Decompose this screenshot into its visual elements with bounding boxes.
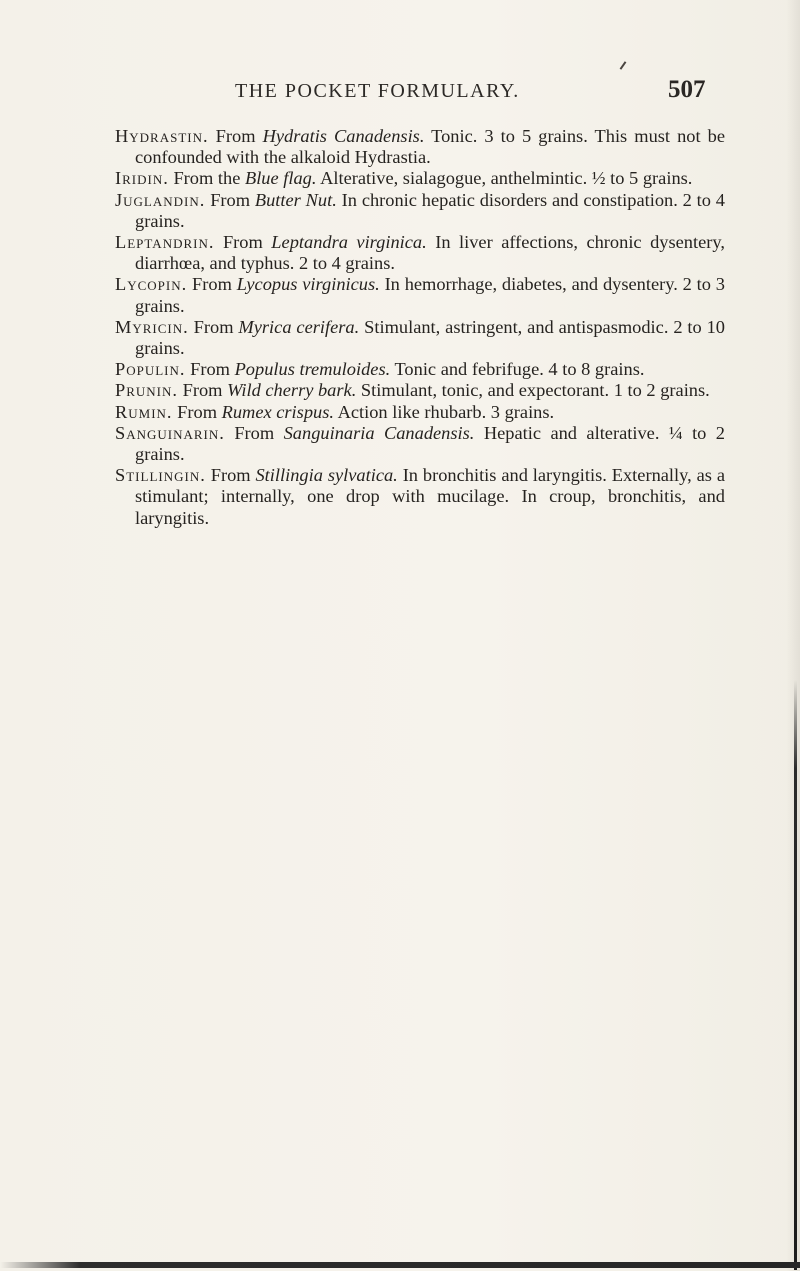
entry-leptandrin [115,232,725,274]
entry-name: Sanguinarin. [115,422,225,443]
entry-source: Sanguinaria Canadensis. [283,422,475,443]
entry-name: Leptandrin. [115,232,215,253]
page-number: 507 [668,76,706,103]
entry-from: From [182,380,223,401]
entry-source: Stillingia sylvatica. [255,465,398,486]
entry-populin [115,359,725,380]
entry-from: From [193,316,234,337]
entry-text: Action like rhubarb. 3 grains. [337,401,555,422]
running-head: THE POCKET FORMULARY. [235,80,520,102]
entry-juglandin [115,190,725,232]
entry-source: Hydratis Canadensis. [262,126,425,146]
entry-from: From [222,232,263,253]
entry-source: Myrica cerifera. [238,316,360,337]
entry-text: Alterative, sialagogue, anthelmintic. ½ to 5 grains. [320,168,693,189]
entry-lycopin [115,274,725,316]
entry-prunin [115,380,725,401]
entry-from: From [192,274,232,295]
entry-source: Wild cherry bark. [227,380,357,401]
page-edge-rule [794,680,797,1270]
entry-myricin [115,317,725,359]
entry-from: From the [173,168,241,189]
entry-from: From [190,359,230,380]
entry-name: Populin. [115,359,186,380]
entry-name: Lycopin. [115,274,188,295]
entry-name: Juglandin. [115,189,206,210]
entry-from: From [210,465,251,486]
entry-text: Stimulant, tonic, and expectorant. 1 to 2 grains. [360,380,710,401]
entry-text: In chronic hepatic disorders and constipation. 2 to 4 grains. [135,189,725,231]
formulary-entries [115,126,725,529]
entry-hydrastin [115,126,725,168]
page-bottom-rule [0,1262,800,1268]
entry-name: Iridin. [115,168,169,189]
entry-name: Stillingin. [115,465,206,486]
entry-sanguinarin [115,423,725,465]
entry-from: From [234,422,275,443]
entry-from: From [210,189,251,210]
stray-mark [620,61,627,70]
entry-source: Butter Nut. [254,189,337,210]
entry-name: Rumin. [115,401,173,422]
entry-stillingin [115,465,725,529]
entry-rumin [115,402,725,423]
entry-text: Stimulant, astringent, and antispasmodic. 2 to 10 grains. [135,316,725,359]
entry-name: Hydrastin. [115,126,209,146]
entry-name: Prunin. [115,380,178,401]
entry-text: In bronchitis and laryngitis. Externally, as a stimulant; internally, one drop with mucilage. In croup, bronchitis, and laryngitis. [135,465,726,528]
entry-iridin [115,168,725,189]
entry-text: In liver affections, chronic dysentery, diarrhœa, and typhus. 2 to 4 grains. [135,232,725,274]
entry-name: Myricin. [115,316,189,337]
entry-from: From [177,401,217,422]
entry-from: From [215,126,256,146]
entry-source: Lycopus virginicus. [236,274,380,295]
entry-text: Hepatic and alterative. ¼ to 2 grains. [135,422,725,465]
entry-source: Blue flag. [244,168,317,189]
entry-text: Tonic. 3 to 5 grains. This must not be confounded with the alkaloid Hydrastia. [135,126,725,168]
page-edge-shadow [786,0,800,1271]
entry-source: Leptandra virginica. [271,232,427,253]
entry-text: Tonic and febrifuge. 4 to 8 grains. [394,359,645,380]
entry-text: In hemorrhage, diabetes, and dysentery. 2 to 3 grains. [135,274,725,316]
entry-source: Populus tremuloides. [234,359,391,380]
entry-source: Rumex crispus. [221,401,334,422]
